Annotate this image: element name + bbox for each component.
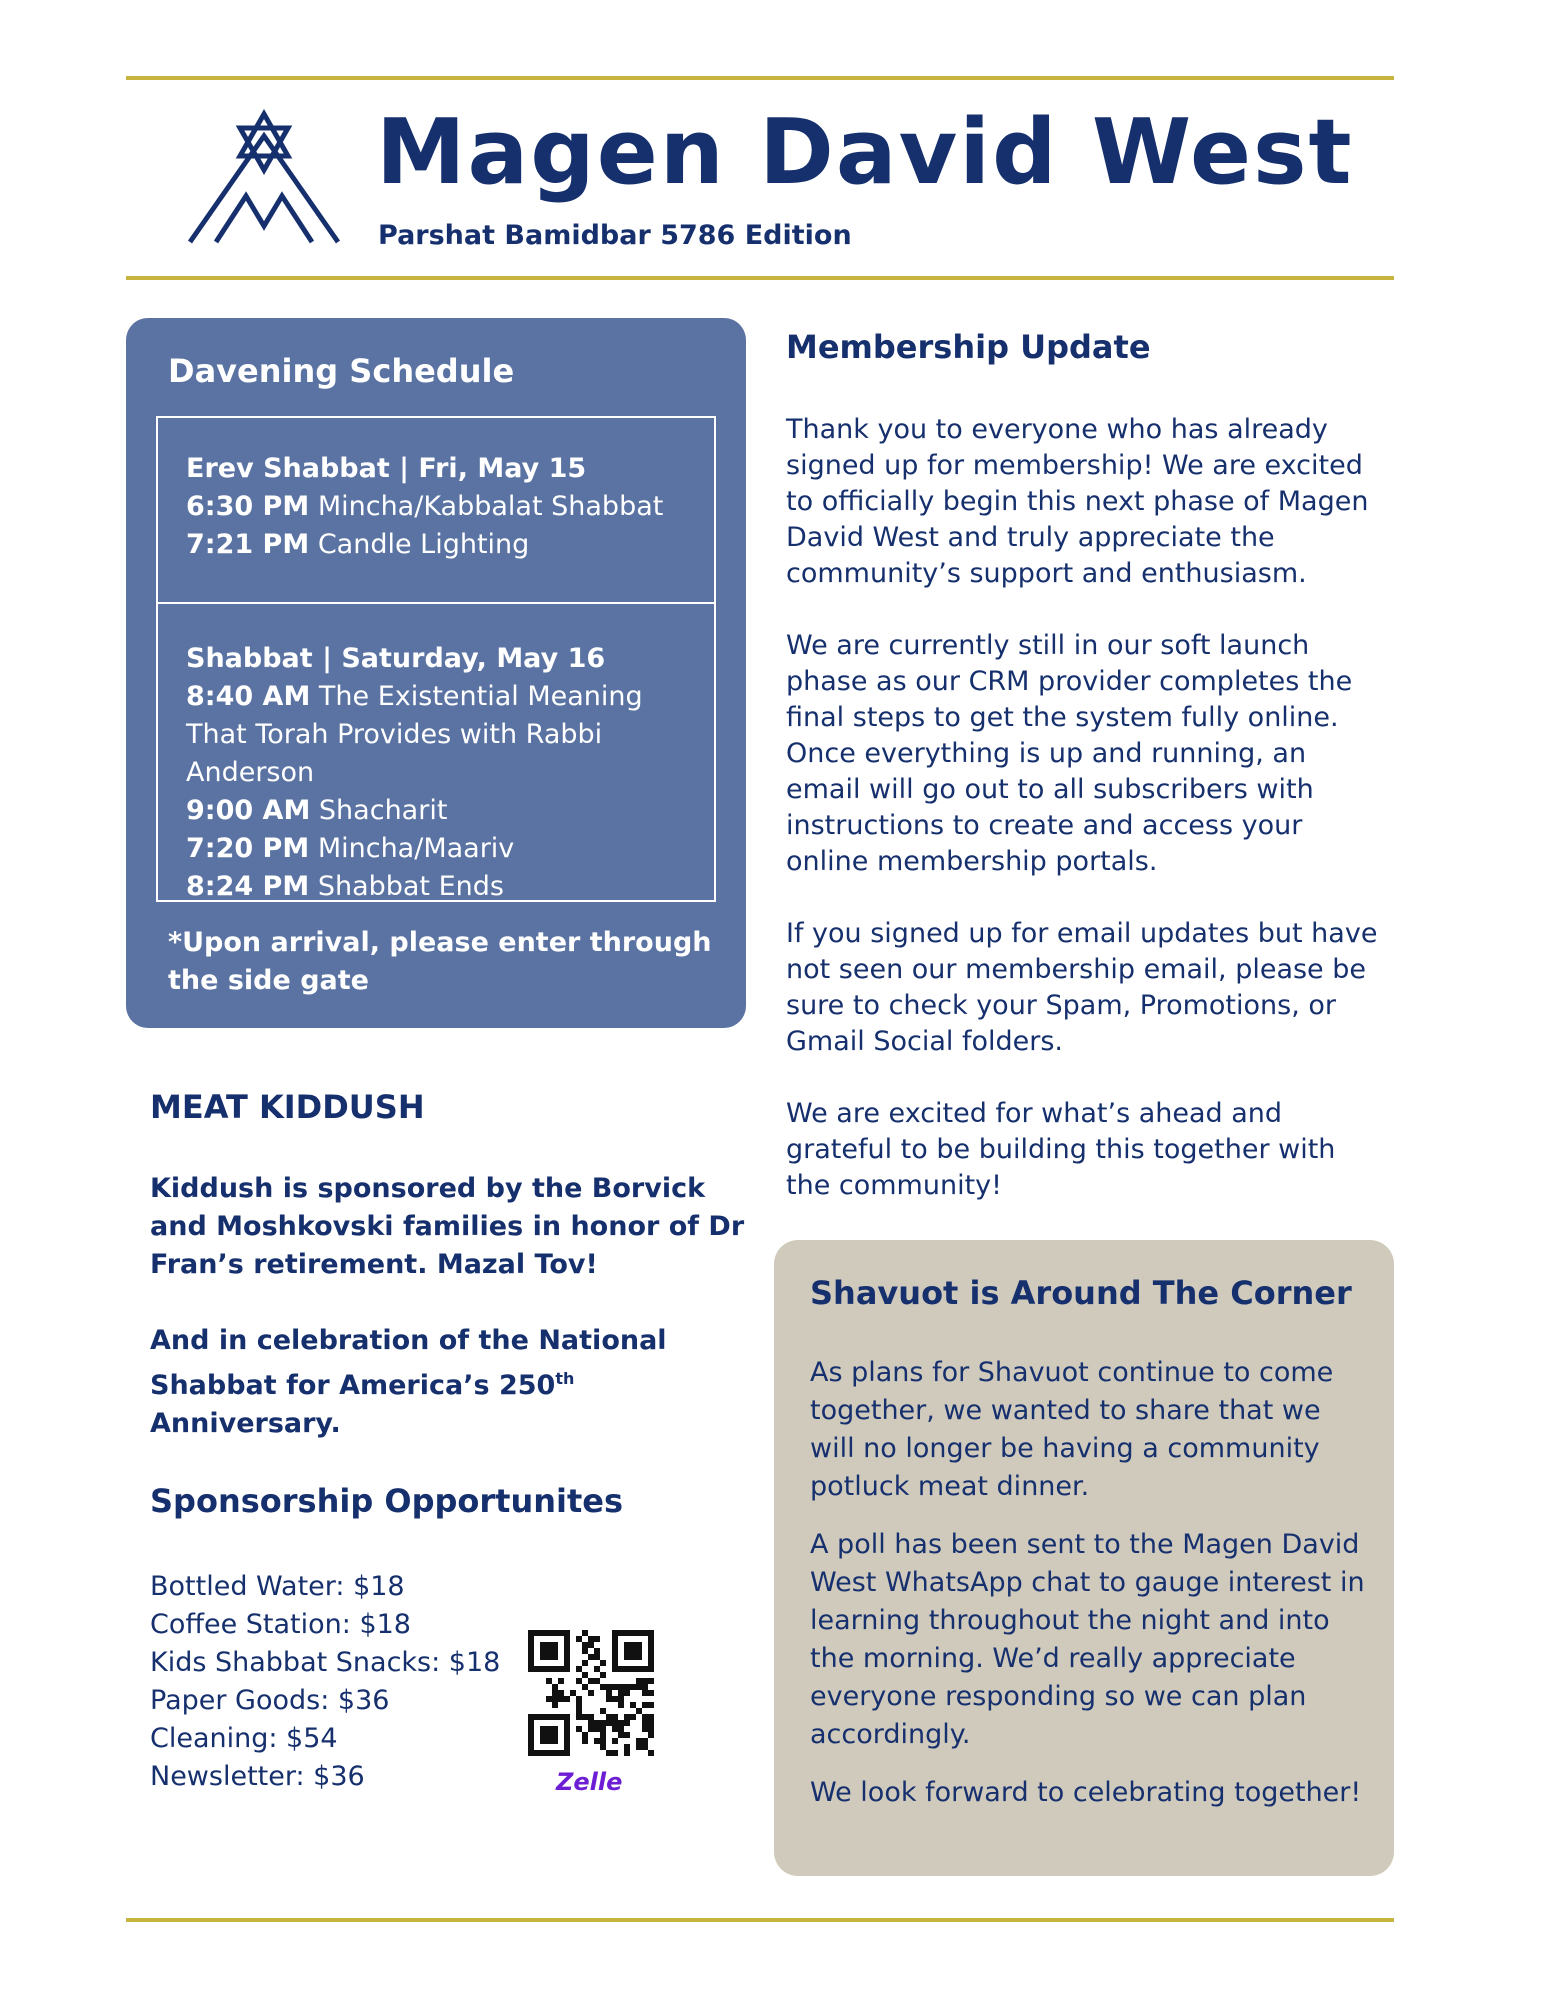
zelle-logo: Zelle [556,1768,623,1796]
erev-shabbat-section [158,418,714,604]
membership-paragraph: Thank you to everyone who has already signed up for membership! We are excited to officially begin this next phase of Magen David West and truly appreciate the community’s support and enthusiasm. [786,414,1369,589]
membership-paragraph: We are currently still in our soft launch phase as our CRM provider completes the final steps to get the system fully online. Once everything is up and running, an email will go out to all subscribers with instructions to create and access your online membership portals. [786,630,1353,877]
list-item: Bottled Water: $18 [150,1571,405,1602]
sponsorship-title: Sponsorship Opportunites [150,1482,624,1520]
list-item: Newsletter: $36 [150,1761,365,1792]
top-rule [126,76,1394,80]
schedule-table [156,416,716,902]
shavuot-paragraph: As plans for Shavuot continue to come together, we wanted to share that we will no longer be having a community potluck meat dinner. [810,1357,1334,1502]
list-item: Cleaning: $54 [150,1723,338,1754]
erev-heading: Erev Shabbat | Fri, May 15 [186,453,587,484]
davening-schedule-box [126,318,746,1028]
kiddush-paragraph: Kiddush is sponsored by the Borvick and Moshkovski families in honor of Dr Fran’s retirement. Mazal Tov! [150,1173,745,1280]
arrival-note: *Upon arrival, please enter through the side gate [168,927,712,996]
membership-text [786,412,1386,1240]
shavuot-paragraph: We look forward to celebrating together! [810,1777,1362,1808]
schedule-item: 7:21 PM Candle Lighting [186,529,530,560]
schedule-item: 7:20 PM Mincha/Maariv [186,833,515,864]
newsletter-title: Magen David West [376,100,1354,205]
edition-subtitle: Parshat Bamidbar 5786 Edition [378,220,852,251]
membership-paragraph: We are excited for what’s ahead and grateful to be building this together with the community! [786,1098,1336,1201]
shavuot-text [810,1354,1370,1832]
qr-code-icon[interactable] [528,1630,654,1756]
kiddush-text [150,1170,750,1481]
shavuot-box [774,1240,1394,1876]
schedule-item: 8:40 AM The Existential Meaning That Torah Provides with Rabbi Anderson [186,681,643,788]
shabbat-heading: Shabbat | Saturday, May 16 [186,643,606,674]
davening-title: Davening Schedule [168,352,515,390]
list-item: Kids Shabbat Snacks: $18 [150,1647,501,1678]
membership-title: Membership Update [786,328,1151,366]
header-bottom-rule [126,276,1394,280]
shavuot-paragraph: A poll has been sent to the Magen David West WhatsApp chat to gauge interest in learning throughout the night and into the morning. We’d really appreciate everyone responding so we can plan accordingly. [810,1529,1365,1750]
sponsorship-list [150,1568,510,1796]
bottom-rule [126,1918,1394,1922]
celebration-paragraph: And in celebration of the National Shabbat for America’s 250th Anniversary. [150,1325,667,1439]
meat-kiddush-title: MEAT KIDDUSH [150,1088,425,1126]
schedule-item: 9:00 AM Shacharit [186,795,448,826]
shavuot-title: Shavuot is Around The Corner [810,1274,1352,1312]
membership-paragraph: If you signed up for email updates but have not seen our membership email, please be sure to check your Spam, Promotions, or Gmail Social folders. [786,918,1378,1057]
schedule-item: 6:30 PM Mincha/Kabbalat Shabbat [186,491,664,522]
list-item: Paper Goods: $36 [150,1685,390,1716]
list-item: Coffee Station: $18 [150,1609,411,1640]
star-of-david-mountain-logo-icon [186,108,342,246]
shabbat-section [158,604,714,906]
schedule-item: 8:24 PM Shabbat Ends [186,871,504,902]
